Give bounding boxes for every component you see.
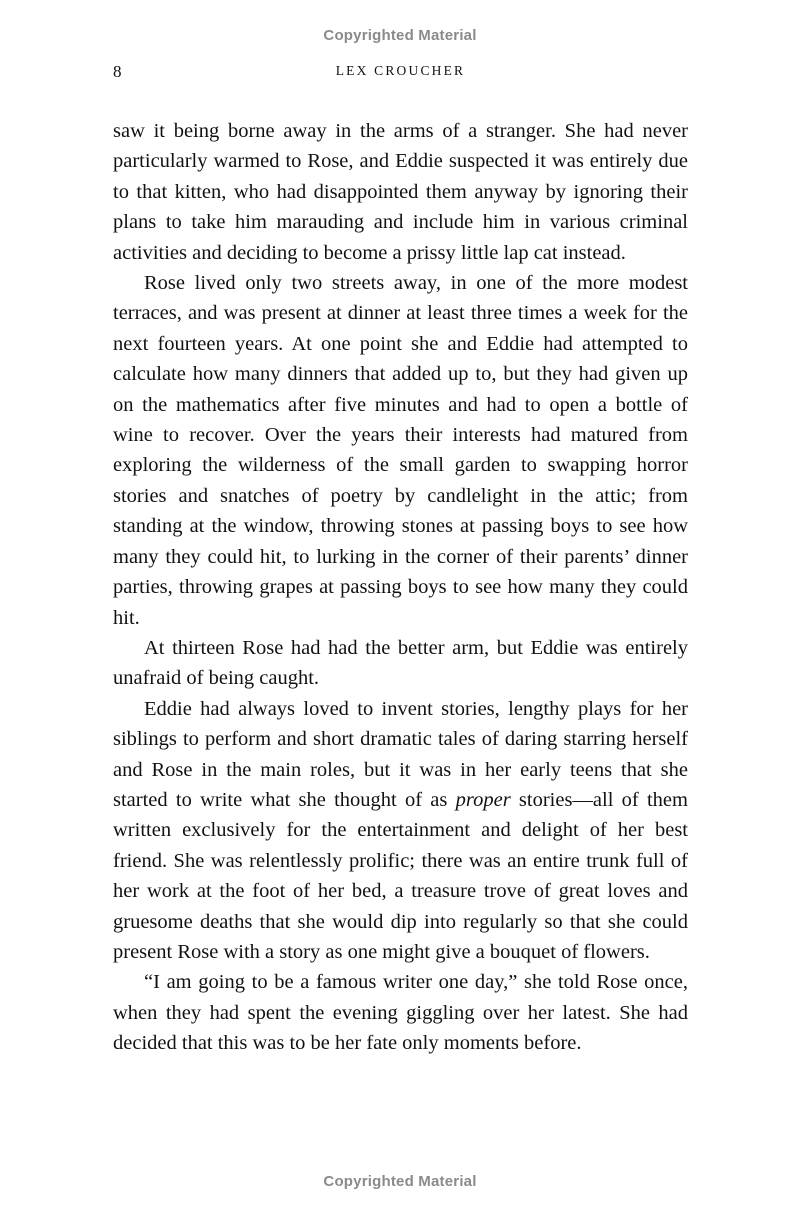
paragraph-3: At thirteen Rose had had the better arm, but Eddie was entirely unafraid of being caught. (113, 636, 688, 690)
paragraph-4-emphasis: proper (455, 788, 511, 811)
paragraph-2: Rose lived only two streets away, in one of the more modest terraces, and was present at dinner at least three times a week for the next fourteen years. At one point she and Eddie had attempted to calculate how many dinners that added up to, but they had given up on the mathematics after five minutes and had to open a bottle of wine to recover. Over the years their interests had matured from exploring the wilderness of the small garden to swapping horror stories and snatches of poetry by candlelight in the attic; from standing at the window, throwing stones at passing boys to see how many they could hit, to lurking in the corner of their parents’ dinner parties, throwing grapes at passing boys to see how many they could hit. (113, 272, 688, 629)
body-text (113, 116, 688, 1059)
paragraph-4-text-a: Eddie had always loved to invent stories, lengthy plays for her siblings to perform and short dramatic tales of daring starring herself and Rose in the main roles, but it was in her early teens that she started to write what she thought of as (113, 697, 688, 811)
copyright-watermark-bottom: Copyrighted Material (323, 1173, 477, 1190)
copyright-watermark-top: Copyrighted Material (323, 27, 477, 44)
page-number: 8 (113, 62, 122, 81)
running-header (113, 62, 688, 86)
paragraph-5: “I am going to be a famous writer one day,” she told Rose once, when they had spent the evening giggling over her latest. She had decided that this was to be her fate only moments before. (113, 971, 688, 1055)
paragraph-4-text-b: stories—all of them written exclusively for the entertainment and delight of her best friend. She was relentlessly prolific; there was an entire trunk full of her work at the foot of her bed, a treasure trove of great loves and gruesome deaths that she would dip into regularly so that she could present Rose with a story as one might give a bouquet of flowers. (113, 788, 688, 963)
running-head-author: LEX CROUCHER (335, 63, 466, 78)
paragraph-4 (113, 694, 688, 968)
paragraph-1: saw it being borne away in the arms of a stranger. She had never particularly warmed to Rose, and Eddie suspected it was entirely due to that kitten, who had disappointed them anyway by ignoring their plans to take him marauding and include him in various criminal activities and deciding to become a prissy little lap cat instead. (113, 120, 688, 264)
